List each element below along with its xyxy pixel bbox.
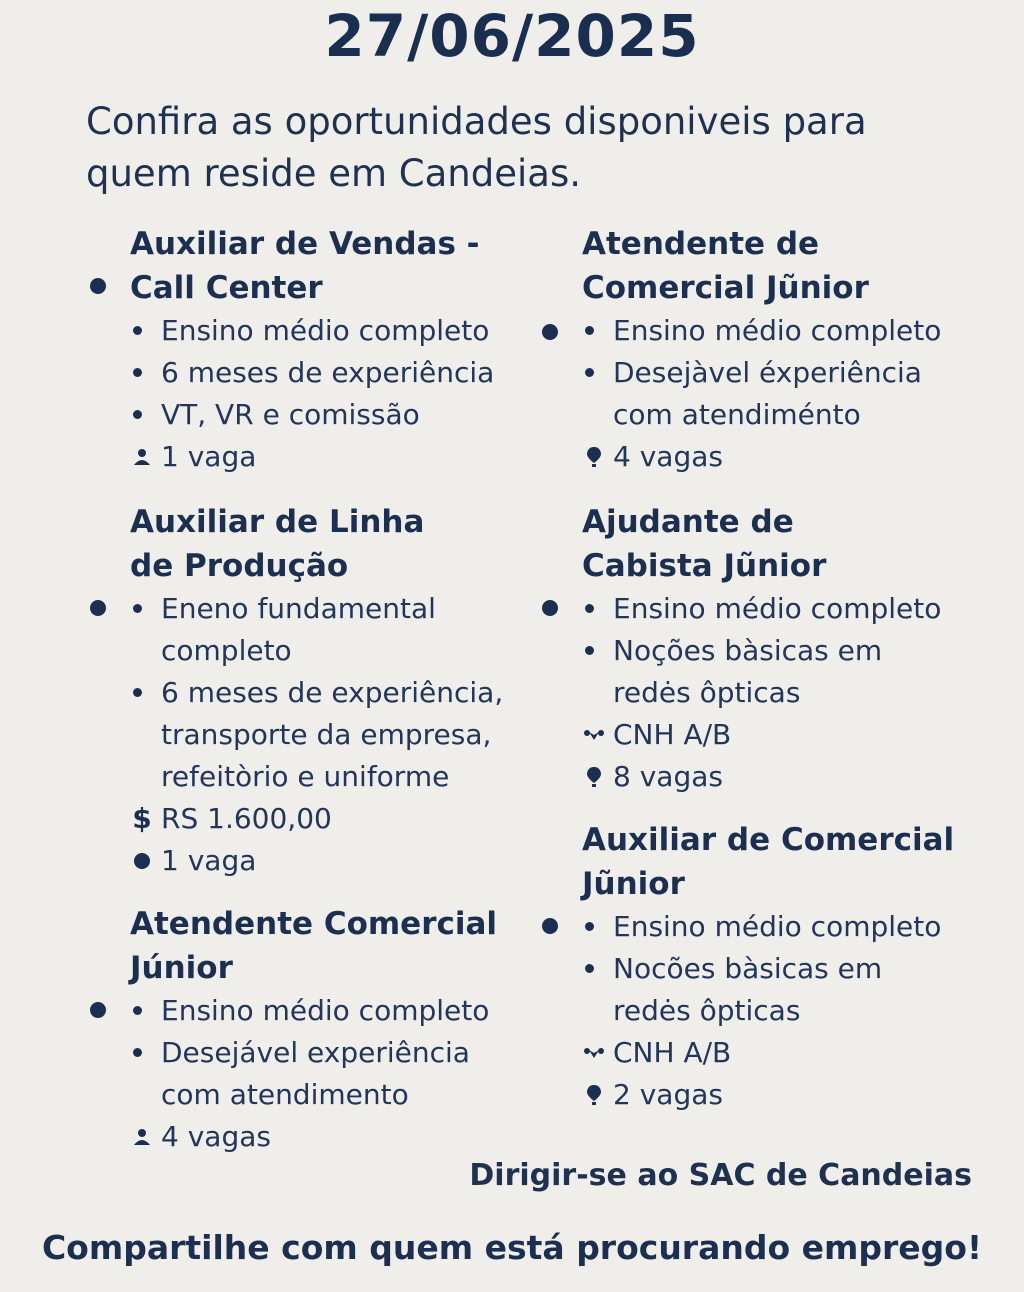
job-title: Atendente de Comercial Jũnior: [582, 226, 869, 306]
job-bullet: [90, 1002, 106, 1018]
vacancies-text: 8 vagas: [613, 760, 723, 793]
dollar-icon: $: [132, 802, 152, 835]
job-listing-ajudante-cabista: [536, 500, 986, 818]
vacancies-info: [582, 756, 986, 798]
job-bullet: [542, 918, 558, 934]
job-bullet: [542, 600, 558, 616]
license-info: [582, 714, 986, 756]
vacancies-info: [130, 1116, 534, 1158]
job-listing-auxiliar-vendas: [84, 222, 534, 500]
job-title: Auxiliar de Linha de Produção: [130, 504, 425, 584]
requirements-list: [130, 990, 534, 1116]
requirement-item: Ensino médio completo: [582, 310, 986, 352]
salary-info: [130, 798, 534, 840]
license-icon: [582, 714, 606, 756]
job-bullet: [542, 324, 558, 340]
job-listing-linha-producao: [84, 500, 534, 902]
requirement-item: Ensino médio completo: [130, 310, 534, 352]
vacancies-info: [582, 1074, 986, 1116]
requirements-list: [582, 310, 986, 436]
requirement-item: Ensino médio completo: [130, 990, 534, 1032]
license-info: [582, 1032, 986, 1074]
salary-text: RS 1.600,00: [161, 802, 332, 835]
license-text: CNH A/B: [613, 718, 732, 751]
requirements-list: [130, 310, 534, 436]
pin-icon: [582, 756, 606, 798]
job-listing-atendente-comercial-junior: [536, 222, 986, 500]
vacancies-text: 2 vagas: [613, 1078, 723, 1111]
requirement-item: Ensino médio completo: [582, 588, 986, 630]
requirement-item: Eneno fundamental completo: [130, 588, 461, 672]
jobs-right-column: [536, 222, 986, 1116]
requirements-list: [582, 588, 986, 714]
license-icon: [582, 1032, 606, 1074]
vacancies-text: 4 vagas: [613, 440, 723, 473]
vacancies-text: 4 vagas: [161, 1120, 271, 1153]
requirement-item: Noções bàsicas em redės ôpticas: [582, 630, 913, 714]
license-text: CNH A/B: [613, 1036, 732, 1069]
person-icon: [130, 436, 154, 478]
job-title: Auxiliar de Vendas - Call Center: [130, 226, 480, 306]
job-bullet: [90, 600, 106, 616]
job-title: Atendente Comercial Júnior: [130, 906, 498, 986]
requirement-item: VT, VR e comissão: [130, 394, 534, 436]
job-listing-auxiliar-comercial: [536, 818, 986, 1116]
job-title: Auxiliar de Comercial Jũnior: [582, 822, 955, 902]
sac-location-note: Dirigir-se ao SAC de Candeias: [469, 1158, 972, 1193]
person-icon: [130, 1116, 154, 1158]
job-title: Ajudante de Cabista Jũnior: [582, 504, 827, 584]
requirement-item: Desejável experiência com atendimento: [130, 1032, 491, 1116]
requirements-list: [582, 906, 986, 1032]
dot-icon: [130, 840, 154, 882]
share-message: Compartilhe com quem está procurando emprego!: [41, 1228, 983, 1267]
pin-icon: [582, 1074, 606, 1116]
requirement-item: Nocões bàsicas em redės ôpticas: [582, 948, 913, 1032]
requirement-item: Ensino médio completo: [582, 906, 986, 948]
pin-icon: [582, 436, 606, 478]
jobs-left-column: [84, 222, 534, 1158]
job-listing-atendente-comercial: [84, 902, 534, 1158]
vacancies-text: 1 vaga: [161, 844, 257, 877]
vacancies-info: [130, 840, 534, 882]
vacancies-text: 1 vaga: [161, 440, 257, 473]
job-bullet: [90, 278, 106, 294]
requirements-list: [130, 588, 534, 798]
vacancies-info: [582, 436, 986, 478]
page-date: 27/06/2025: [324, 2, 700, 70]
requirement-item: Desejàvel éxperiência com atendiménto: [582, 352, 943, 436]
intro-text: Confira as oportunidades disponiveis para quem reside em Candeias.: [86, 100, 867, 195]
vacancies-info: [130, 436, 534, 478]
requirement-item: 6 meses de experiência: [130, 352, 534, 394]
requirement-item: 6 meses de experiência, transporte da empresa, refeitòrio e uniforme: [130, 672, 521, 798]
